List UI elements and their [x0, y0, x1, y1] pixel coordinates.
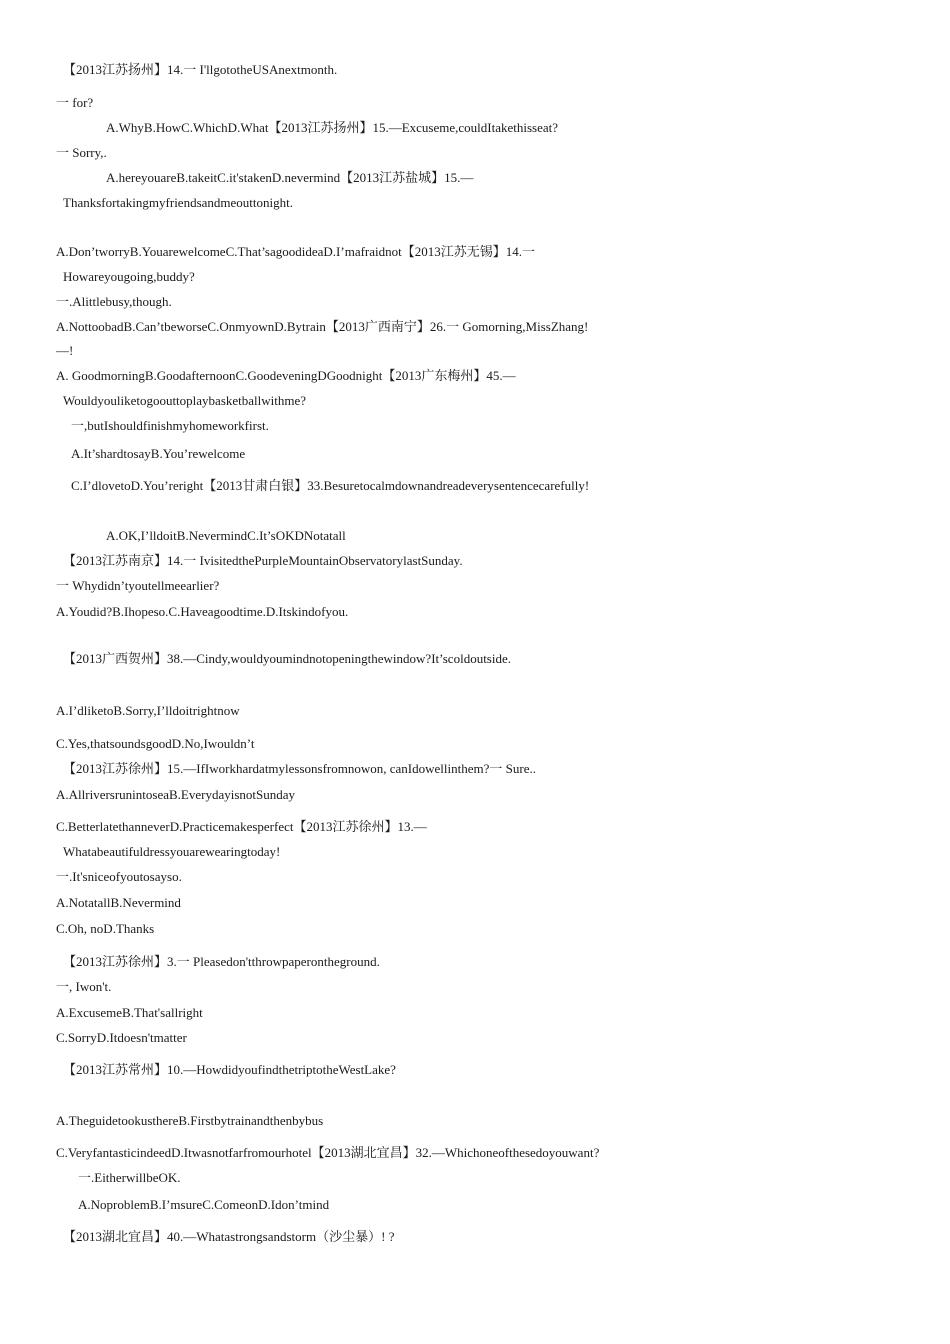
text-line: A.WhyB.HowC.WhichD.What【2013江苏扬州】15.—Excuseme,couldItakethisseat? — [106, 120, 559, 135]
text-line: C.I’dlovetoD.You’reright【2013甘肃白银】33.Besuretocalmdownandreadeverysentencecarefully! — [71, 478, 590, 493]
text-line: A.It’shardtosayB.You’rewelcome — [71, 446, 246, 461]
text-line: Wouldyouliketogoouttoplaybasketballwithme? — [63, 393, 307, 408]
text-line: A.NottoobadB.Can’tbeworseC.OnmyownD.Bytrain【2013广西南宁】26.一 Gomorning,MissZhang! — [56, 319, 589, 334]
text-line: Howareyougoing,buddy? — [63, 269, 195, 284]
text-line: 一.It'sniceofyoutosayso. — [56, 869, 182, 884]
text-line: A. GoodmorningB.GoodafternoonC.GoodeveningDGoodnight【2013广东梅州】45.— — [56, 368, 516, 383]
text-line: 【2013湖北宜昌】40.—Whatastrongsandstorm（沙尘暴）! ? — [63, 1229, 395, 1244]
text-line: Thanksfortakingmyfriendsandmeouttonight. — [63, 195, 293, 210]
text-line: 【2013江苏徐州】15.—IfIworkhardatmylessonsfromnowon, canIdowellinthem?一 Sure.. — [63, 761, 536, 776]
text-line: A.OK,I’lldoitB.NevermindC.It’sOKDNotatall — [106, 528, 346, 543]
text-line: C.Oh, noD.Thanks — [56, 921, 155, 936]
text-line: 一.EitherwillbeOK. — [78, 1170, 181, 1185]
text-line: 一 for? — [56, 95, 94, 110]
text-line: —! — [56, 343, 74, 358]
text-line: A.AllriversrunintoseaB.EverydayisnotSunday — [56, 787, 296, 802]
text-line: A.I’dliketoB.Sorry,I’lldoitrightnow — [56, 703, 240, 718]
text-line: 一,butIshouldfinishmyhomeworkfirst. — [71, 418, 269, 433]
text-line: 一.Alittlebusy,though. — [56, 294, 172, 309]
text-line: A.NoproblemB.I’msureC.ComeonD.Idon’tmind — [78, 1197, 330, 1212]
text-line: 一 Whydidn’tyoutellmeearlier? — [56, 578, 220, 593]
text-line: C.VeryfantasticindeedD.Itwasnotfarfromourhotel【2013湖北宜昌】32.—Whichoneofthesedoyouwant? — [56, 1145, 600, 1160]
text-line: Whatabeautifuldressyouarewearingtoday! — [63, 844, 281, 859]
text-line: A.hereyouareB.takeitC.it'stakenD.nevermind【2013江苏盐城】15.— — [106, 170, 474, 185]
text-line: 【2013江苏南京】14.一 IvisitedthePurpleMountainObservatorylastSunday. — [63, 553, 463, 568]
text-line: 【2013江苏扬州】14.一 I'llgototheUSAnextmonth. — [63, 62, 338, 77]
text-line: A.Youdid?B.Ihopeso.C.Haveagoodtime.D.Itskindofyou. — [56, 604, 349, 619]
text-line: C.BetterlatethanneverD.Practicemakesperfect【2013江苏徐州】13.— — [56, 819, 427, 834]
text-line: 【2013广西贺州】38.—Cindy,wouldyoumindnotopeningthewindow?It’scoldoutside. — [63, 651, 511, 666]
text-line: 一 Sorry,. — [56, 145, 107, 160]
text-line: A.NotatallB.Nevermind — [56, 895, 181, 910]
text-line: A.ExcusemeB.That'sallright — [56, 1005, 203, 1020]
text-line: A.Don’tworryB.YouarewelcomeC.That’sagoodideaD.I’mafraidnot【2013江苏无锡】14.一 — [56, 244, 535, 259]
text-line: 【2013江苏常州】10.—HowdidyoufindthetriptotheWestLake? — [63, 1062, 396, 1077]
text-line: 【2013江苏徐州】3.一 Pleasedon'tthrowpaperontheground. — [63, 954, 380, 969]
text-line: 一, Iwon't. — [56, 979, 112, 994]
text-line: C.Yes,thatsoundsgoodD.No,Iwouldn’t — [56, 736, 255, 751]
text-line: C.SorryD.Itdoesn'tmatter — [56, 1030, 187, 1045]
text-line: A.TheguidetookusthereB.Firstbytrainandthenbybus — [56, 1113, 324, 1128]
